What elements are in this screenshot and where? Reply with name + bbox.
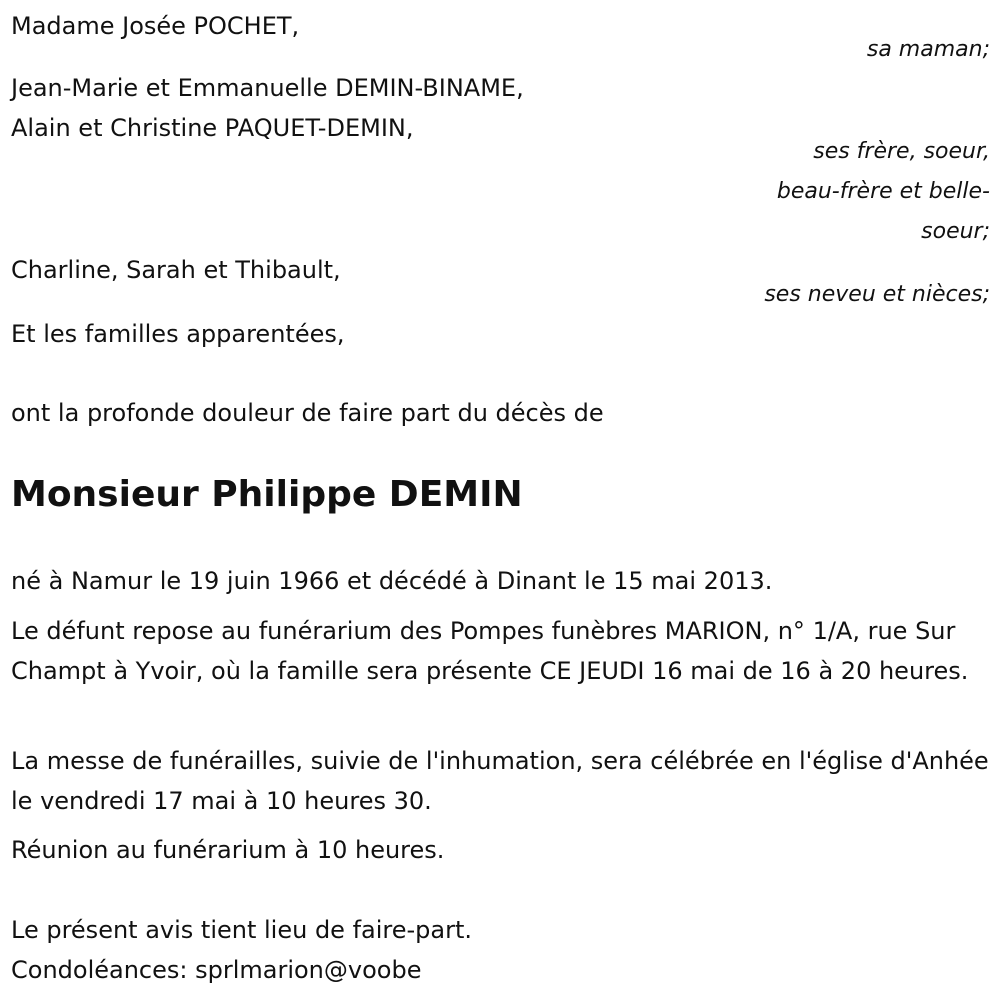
deceased-name: Monsieur Philippe DEMIN (11, 474, 523, 515)
meeting: Réunion au funérarium à 10 heures. (11, 836, 445, 864)
siblings-role-line-2: beau-frère et belle- (776, 179, 990, 204)
nieces-nephew: Charline, Sarah et Thibault, (11, 256, 341, 284)
announcement: ont la profonde douleur de faire part du décès de (11, 399, 604, 427)
nieces-nephew-role: ses neveu et nièces; (764, 282, 990, 307)
related-families: Et les familles apparentées, (11, 320, 345, 348)
mother-role: sa maman; (866, 37, 990, 62)
siblings-role-line-1: ses frère, soeur, (813, 139, 990, 164)
mass-paragraph: La messe de funérailles, suivie de l'inhumation, sera célébrée en l'église d'Anhée le vendredi 17 mai à 10 heures 30. (11, 747, 989, 815)
sibling-2: Alain et Christine PAQUET-DEMIN, (11, 114, 414, 142)
repose-paragraph: Le défunt repose au funérarium des Pompes funèbres MARION, n° 1/A, rue Sur Champt à Yvoir, où la famille sera présente CE JEUDI 16 mai de 16 à 20 heures. (11, 617, 969, 685)
condolences: Condoléances: sprlmarion@voobe (11, 956, 422, 984)
notice-footer: Le présent avis tient lieu de faire-part. (11, 916, 473, 944)
mother-name: Madame Josée POCHET, (11, 12, 300, 40)
sibling-1: Jean-Marie et Emmanuelle DEMIN-BINAME, (11, 74, 524, 102)
siblings-role-line-3: soeur; (921, 219, 990, 244)
birth-death: né à Namur le 19 juin 1966 et décédé à Dinant le 15 mai 2013. (11, 567, 773, 595)
